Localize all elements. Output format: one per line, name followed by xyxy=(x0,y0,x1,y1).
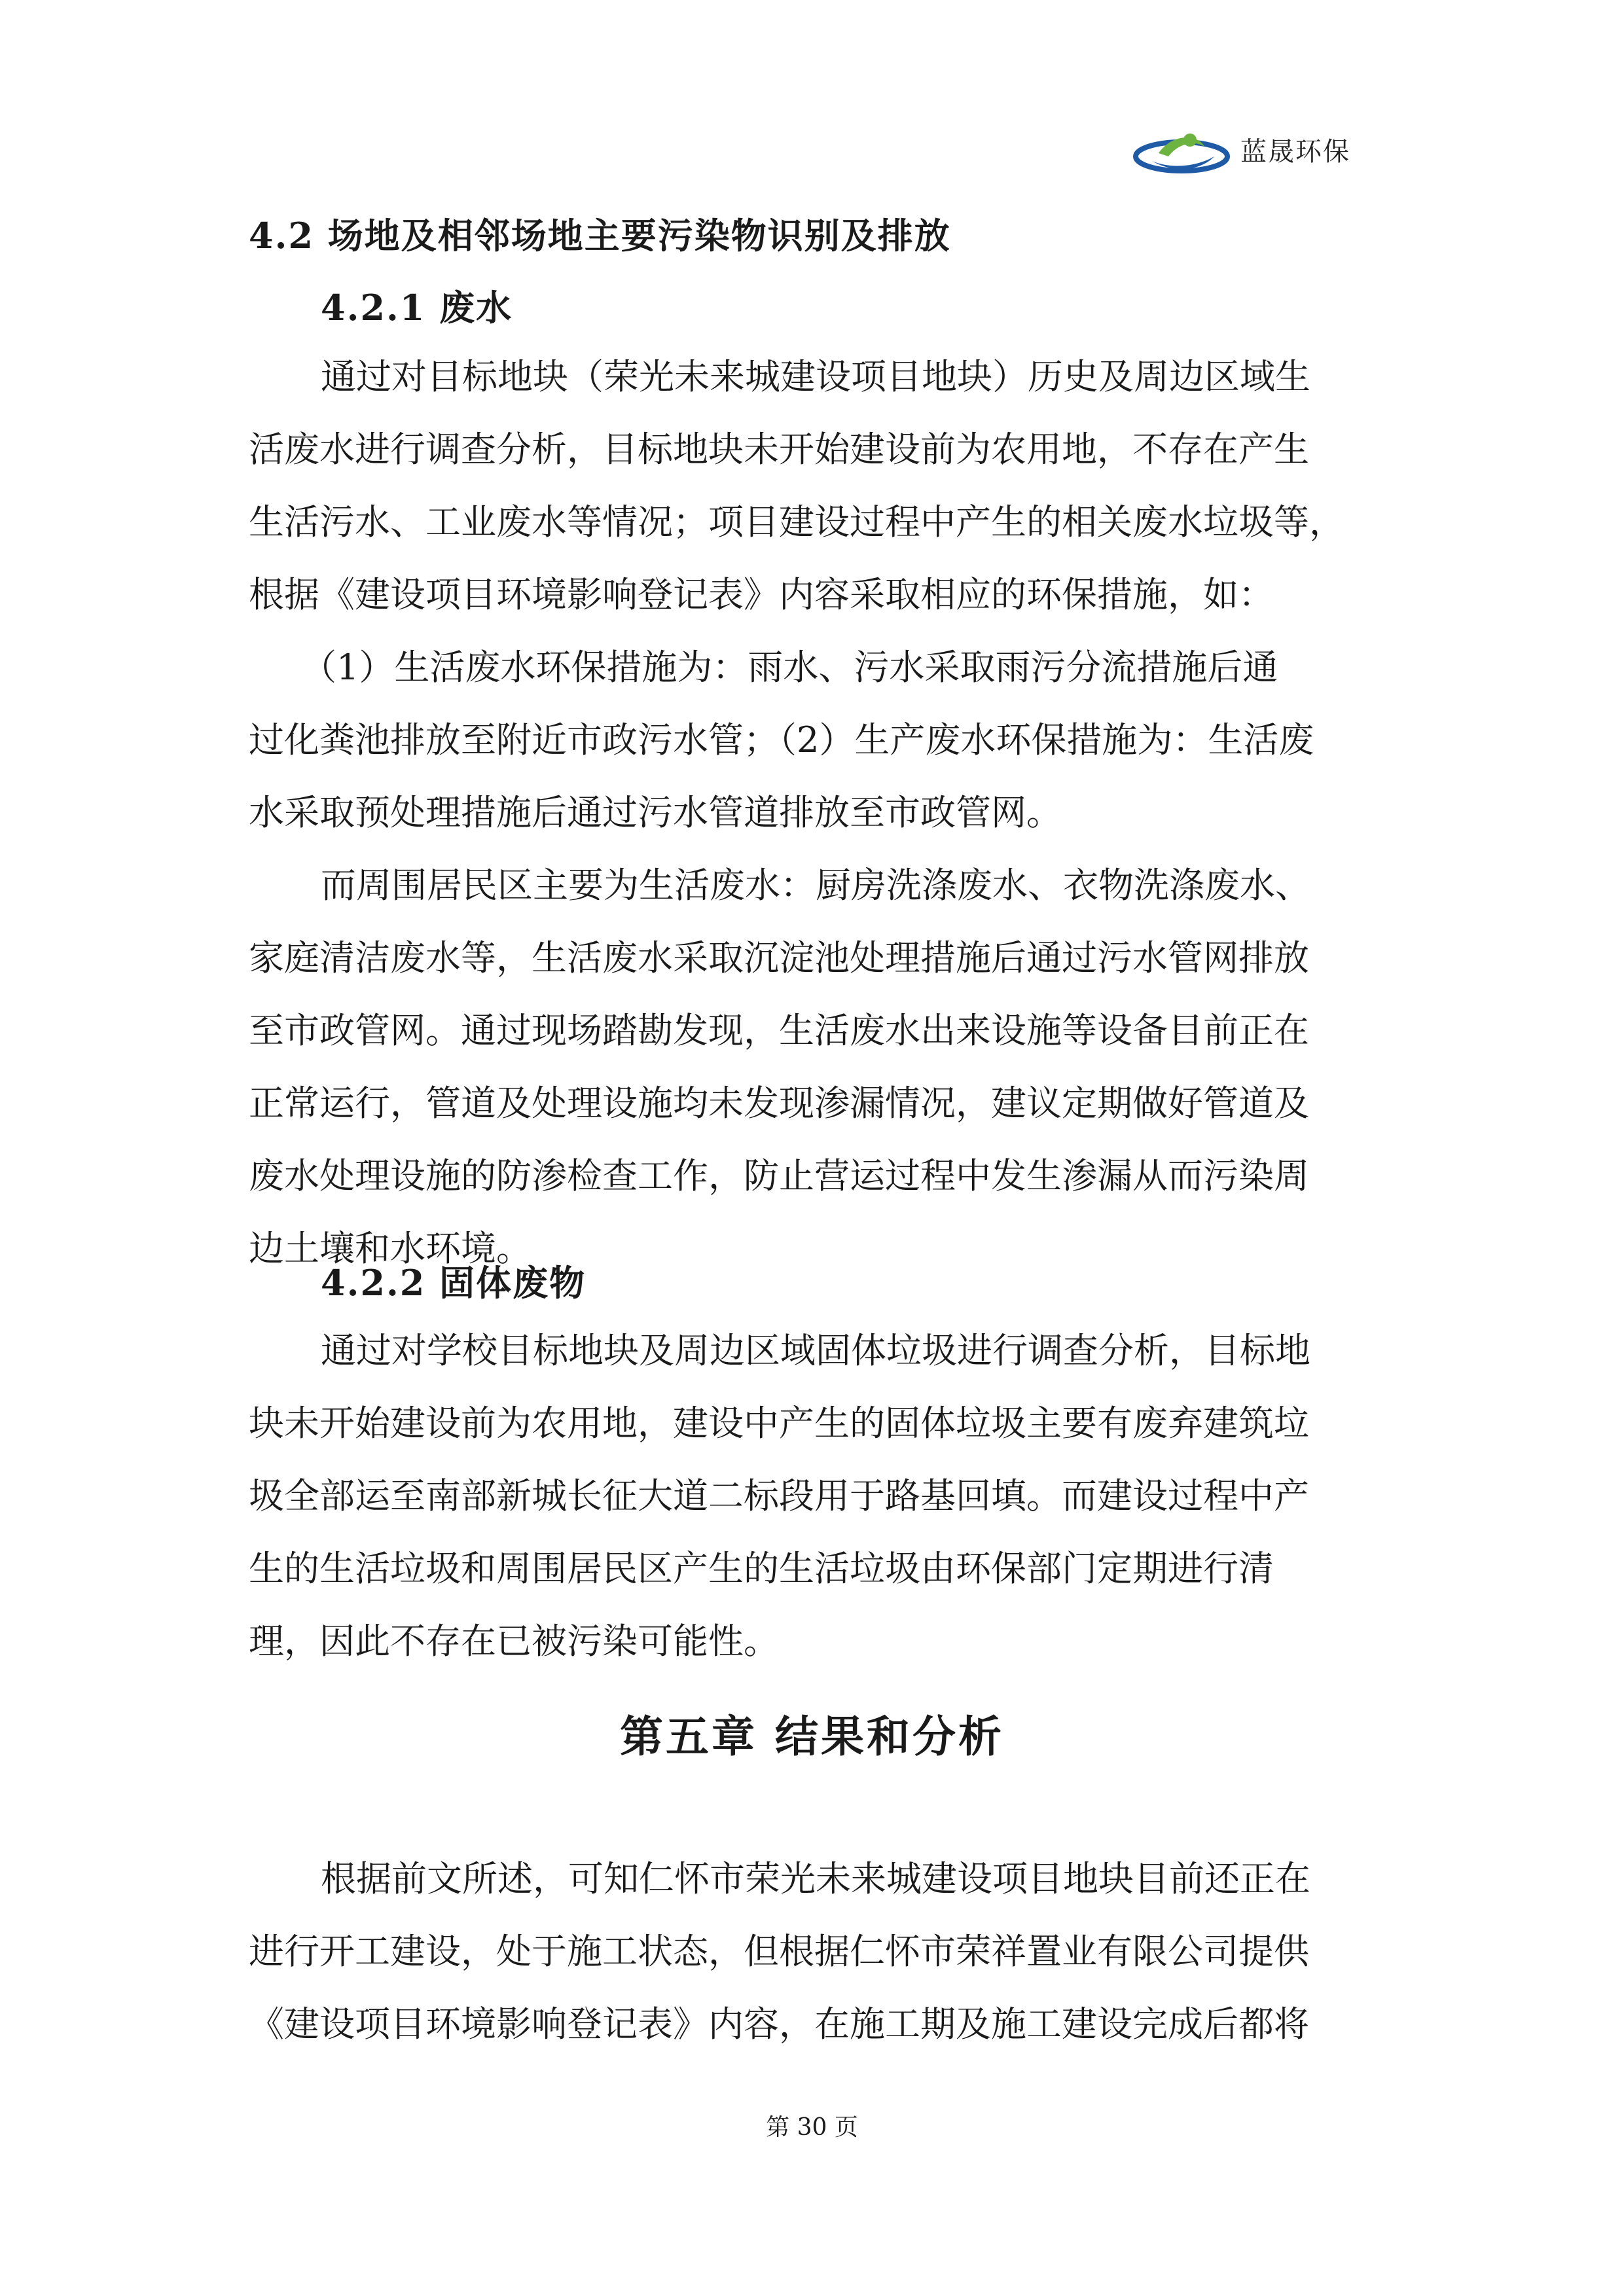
text-line: 通过对学校目标地块及周边区域固体垃圾进行调查分析，目标地 xyxy=(321,1330,1310,1371)
text-line: 生活污水、工业废水等情况；项目建设过程中产生的相关废水垃圾等， xyxy=(249,501,1344,543)
text-line: 理，因此不存在已被污染可能性。 xyxy=(249,1621,779,1662)
text-line: 圾全部运至南部新城长征大道二标段用于路基回填。而建设过程中产 xyxy=(249,1475,1309,1516)
text-line: 而周围居民区主要为生活废水：厨房洗涤废水、衣物洗涤废水、 xyxy=(321,865,1310,906)
lansheng-logo-icon xyxy=(1132,120,1231,179)
text-line: 家庭清洁废水等，生活废水采取沉淀池处理措施后通过污水管网排放 xyxy=(249,937,1309,978)
text-line: 过化粪池排放至附近市政污水管；（2）生产废水环保措施为：生活废 xyxy=(249,719,1314,761)
text-line: 进行开工建设，处于施工状态，但根据仁怀市荣祥置业有限公司提供 xyxy=(249,1931,1309,1972)
chapter-title: 第五章 结果和分析 xyxy=(620,1712,1004,1762)
text-line: 活废水进行调查分析，目标地块未开始建设前为农用地，不存在产生 xyxy=(249,429,1309,470)
text-line: 根据《建设项目环境影响登记表》内容采取相应的环保措施，如： xyxy=(249,574,1274,615)
subsection-heading-4-2-1: 4.2.1 废水 xyxy=(321,287,513,329)
paragraph-wastewater-measures xyxy=(249,631,1388,849)
text-line: 通过对目标地块（荣光未来城建设项目地块）历史及周边区域生 xyxy=(321,356,1310,397)
text-line: 《建设项目环境影响登记表》内容，在施工期及施工建设完成后都将 xyxy=(249,2003,1309,2045)
text-line: 边土壤和水环境。 xyxy=(249,1228,532,1269)
text-line: 正常运行，管道及处理设施均未发现渗漏情况，建议定期做好管道及 xyxy=(249,1083,1309,1124)
text-line: 根据前文所述，可知仁怀市荣光未来城建设项目地块目前还正在 xyxy=(321,1858,1310,1899)
text-line: 块未开始建设前为农用地，建设中产生的固体垃圾主要有废弃建筑垃 xyxy=(249,1403,1309,1444)
text-line: 废水处理设施的防渗检查工作，防止营运过程中发生渗漏从而污染周 xyxy=(249,1155,1309,1196)
text-line: 生的生活垃圾和周围居民区产生的生活垃圾由环保部门定期进行清 xyxy=(249,1548,1274,1589)
text-line: 水采取预处理措施后通过污水管道排放至市政管网。 xyxy=(249,792,1062,833)
paragraph-wastewater-history xyxy=(249,340,1388,631)
page-number: 第 30 页 xyxy=(766,2114,858,2141)
paragraph-chapter5-intro xyxy=(249,1842,1388,2060)
subsection-heading-4-2-2: 4.2.2 固体废物 xyxy=(321,1262,586,1304)
text-line: 至市政管网。通过现场踏勘发现，生活废水出来设施等设备目前正在 xyxy=(249,1010,1309,1051)
paragraph-residential-wastewater xyxy=(249,849,1388,1285)
brand-name: 蓝晟环保 xyxy=(1240,137,1350,167)
paragraph-solid-waste xyxy=(249,1314,1388,1677)
text-line: （1）生活废水环保措施为：雨水、污水采取雨污分流措施后通 xyxy=(301,647,1278,688)
section-heading-4-2: 4.2 场地及相邻场地主要污染物识别及排放 xyxy=(249,215,951,257)
